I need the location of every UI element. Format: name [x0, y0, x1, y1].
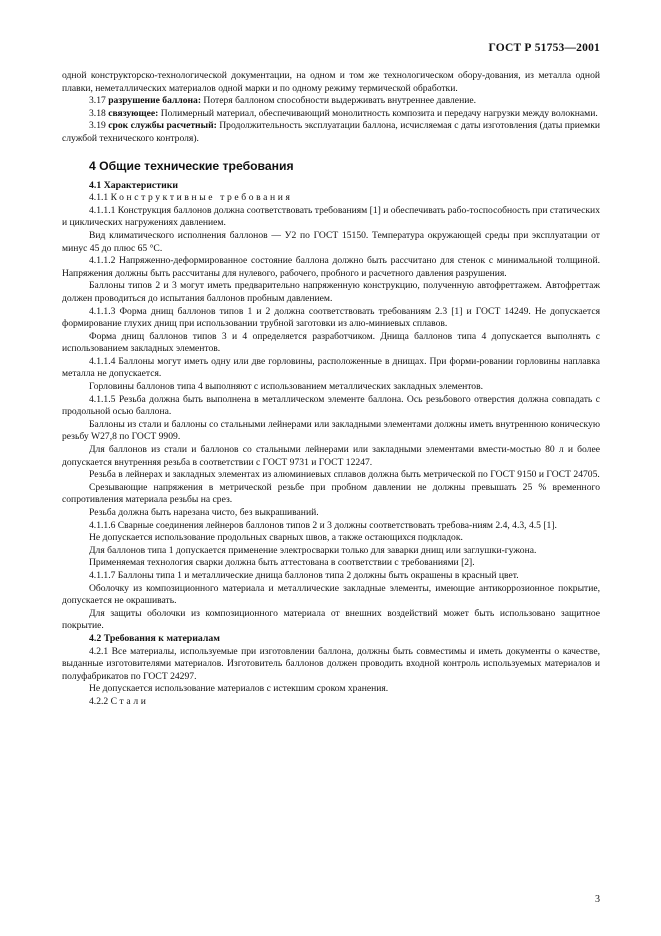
paragraph: Баллоны из стали и баллоны со стальными лейнерами или закладными элементами должны иметь внутреннюю коническую резьбу W27,8 по ГОСТ 9909. — [62, 418, 600, 443]
clause-heading: 4.1.1 Конструктивные требования — [89, 192, 293, 204]
definition-term: связующее: — [108, 107, 159, 119]
definitions-list — [62, 95, 600, 145]
paragraph: Применяемая технология сварки должна быть аттестована в соответствии с требованиями [2]. — [89, 557, 475, 569]
clause-title: Стали — [110, 695, 149, 707]
paragraphs-materials — [62, 646, 600, 696]
paragraph: 4.1.1.3 Форма днищ баллонов типов 1 и 2 должна соответствовать требованиям 2.3 [1] и ГОСТ 14249. Не допускается формирование глухих днищ при использовании трубной заготовки из алю-миниевых сплавов. — [62, 305, 600, 330]
definition-item: 3.19 срок службы расчетный: Продолжительность эксплуатации баллона, исчисляемая с даты изготовления (даты приемки службой технического контроля). — [62, 120, 600, 144]
paragraph: Горловины баллонов типа 4 выполняют с использованием металлических закладных элементов. — [89, 381, 484, 393]
paragraph: 4.1.1.7 Баллоны типа 1 и металлические днища баллонов типа 2 должны быть окрашены в красный цвет. — [89, 569, 519, 581]
paragraph: Оболочку из композиционного материала и металлические закладные элементы, имеющие антикоррозионное покрытие, допускается не окрашивать. — [62, 582, 600, 607]
paragraph: 4.1.1.6 Сварные соединения лейнеров баллонов типов 2 и 3 должны соответствовать требова-ниям 2.4, 4.3, 4.5 [1]. — [89, 519, 557, 531]
paragraph: 4.1.1.1 Конструкция баллонов должна соответствовать требованиям [1] и обеспечивать рабо-тоспособность при статических и циклических нагружениях давлением. — [62, 204, 600, 229]
document-page — [62, 42, 600, 709]
paragraph: Для баллонов типа 1 допускается применение электросварки только для заварки днищ или заглушки-гужона. — [89, 544, 537, 556]
definition-item: 3.17 разрушение баллона: Потеря баллоном способности выдерживать внутреннее давление. — [89, 95, 476, 107]
section-title: 4 Общие технические требования — [89, 158, 294, 173]
clause-heading-steels: 4.2.2 Стали — [89, 695, 149, 707]
subsection-heading-materials: 4.2 Требования к материалам — [89, 632, 220, 644]
page-number: 3 — [595, 894, 600, 905]
paragraph: 4.1.1.2 Напряженно-деформированное состояние баллона должно быть рассчитано для стенок с минимальной толщиной. Напряжения должны быть рассчитаны для нулевого, рабочего, пробного и расчетного давления разрушения. — [62, 255, 600, 279]
clause-title: Конструктивные требования — [110, 192, 293, 204]
paragraph: 4.1.1.4 Баллоны могут иметь одну или две горловины, расположенные в днищах. При форми-ровании горловины наплавка металла не допускается. — [62, 355, 600, 380]
paragraph: 4.2.1 Все материалы, используемые при изготовлении баллона, должны быть совместимы и иметь документы о качестве, выданные изготовителями материалов. Изготовитель баллонов должен проводить входной контроль используемых материалов и полуфабрикатов по ГОСТ 24297. — [62, 645, 600, 682]
standard-header: ГОСТ Р 51753—2001 — [488, 42, 600, 54]
paragraphs-characteristics — [62, 205, 600, 633]
paragraph: Не допускается использование материалов с истекшим сроком хранения. — [89, 683, 389, 695]
paragraph: Для защиты оболочки из композиционного материала от внешних воздействий может быть использовано защитное покрытие. — [62, 607, 600, 632]
paragraph: Вид климатического исполнения баллонов — У2 по ГОСТ 15150. Температура окружающей среды при эксплуатации от минус 45 до плюс 65 °С. — [62, 229, 600, 254]
paragraph: Форма днищ баллонов типов 3 и 4 определяется разработчиком. Днища баллонов типа 4 допускается выполнять с использованием закладных элементов. — [62, 330, 600, 355]
paragraph: Резьба в лейнерах и закладных элементах из алюминиевых сплавов должна быть метрической по ГОСТ 9150 и ГОСТ 24705. — [89, 469, 600, 481]
definition-term: срок службы расчетный: — [108, 120, 217, 132]
paragraph: Резьба должна быть нарезана чисто, без выкрашиваний. — [89, 507, 319, 518]
paragraph: Баллоны типов 2 и 3 могут иметь предварительно напряженную конструкцию, полученную автофреттажем. Автофреттаж должен проводиться до испытания баллонов пробным давлением. — [62, 280, 600, 304]
paragraph: Для баллонов из стали и баллонов со стальными лейнерами или закладными элементами вмести-мостью 80 л и более допускается внутренняя резьба в соответствии с ГОСТ 9731 и ГОСТ 12247. — [62, 444, 600, 468]
paragraph: Не допускается использование продольных сварных швов, а также остающихся подкладок. — [89, 532, 463, 544]
subsection-heading: 4.1 Характеристики — [89, 179, 179, 191]
intro-paragraph: одной конструкторско-технологической документации, на одном и том же технологическом обору-дования, из металла одной плавки, неметаллических материалов одной марки и по одному режиму термической обработки. — [62, 70, 600, 94]
definition-item: 3.18 связующее: Полимерный материал, обеспечивающий монолитность композита и передачу нагрузки между волокнами. — [89, 107, 598, 119]
definition-term: разрушение баллона: — [108, 95, 202, 107]
paragraph: Срезывающие напряжения в метрической резьбе при пробном давлении не должны превышать 25 % временного сопротивления материала резьбы на срез. — [62, 481, 600, 506]
paragraph: 4.1.1.5 Резьба должна быть выполнена в металлическом элементе баллона. Ось резьбового отверстия должна совпадать с продольной осью баллона. — [62, 393, 600, 418]
